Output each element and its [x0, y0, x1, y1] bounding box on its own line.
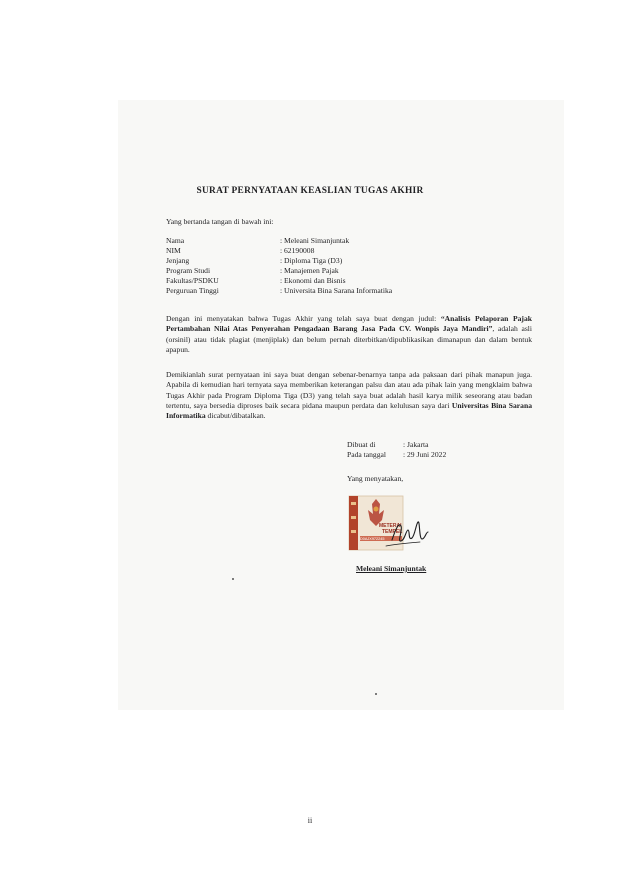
university-name: Universitas Bina Sarana Informatika [166, 400, 532, 421]
signer-name: Meleani Simanjuntak [356, 564, 427, 573]
date-row [347, 450, 446, 460]
identity-value: : Ekonomi dan Bisnis [280, 276, 346, 286]
identity-row-nim [166, 246, 392, 256]
stamp-label: TEMPEL [382, 529, 403, 535]
stamp-and-signature [346, 494, 436, 552]
identity-table [166, 236, 392, 297]
identity-value: : Diploma Tiga (D3) [280, 256, 343, 266]
identity-label: Nama [166, 236, 185, 245]
identity-label: Fakultas/PSDKU [166, 276, 219, 286]
identity-label: Jenjang [166, 256, 190, 266]
paragraph-text: , adalah asli (orsinil) atau tidak plagiat (menjiplak) dan belum pernah diterbitkan/dipublikasikan dimanapun dan dalam bentuk apapun. [166, 324, 532, 354]
identity-row-level [166, 256, 392, 266]
thesis-title: “Analisis Pelaporan Pajak Pertambahan Nilai Atas Penyerahan Pengadaan Barang Jasa Pada CV. Wonpis Jaya Mandiri” [166, 314, 532, 334]
paragraph-text: Demikianlah surat pernyataan ini saya buat dengan sebenar-benarnya tanpa ada paksaan dari pihak manapun juga. Apabila di kemudian hari ternyata saya memberikan keterangan palsu dan atau ada pihak lain yang mengklaim bahwa Tugas Akhir pada Program Diploma Tiga (D3) yang telah saya buat adalah hasil karya milik seseorang atau badan tertentu, saya bersedia diproses baik secara pidana maupun perdata dan kelulusan saya dari [166, 370, 532, 410]
page-number: ii [307, 816, 313, 825]
document-title: SURAT PERNYATAAN KEASLIAN TUGAS AKHIR [196, 186, 424, 196]
paragraph-text: Dengan ini menyatakan bahwa Tugas Akhir yang telah saya buat dengan judul: [166, 314, 441, 323]
identity-row-name [166, 236, 392, 246]
place-label: Dibuat di [347, 440, 376, 449]
identity-row-faculty [166, 276, 392, 286]
place-date-block [347, 440, 446, 461]
identity-value: : 62190008 [280, 246, 315, 256]
identity-value: : Universita Bina Sarana Informatika [280, 286, 393, 296]
declaration-paragraph [166, 370, 532, 421]
revenue-stamp-icon [346, 494, 436, 552]
stamp-label: METERAI [379, 523, 402, 529]
date-value: : 29 Juni 2022 [403, 450, 447, 460]
intro-text: Yang bertanda tangan di bawah ini: [166, 217, 274, 226]
statement-paragraph [166, 314, 532, 355]
stamp-serial: D0AJX972245 [360, 537, 385, 541]
identity-label: Perguruan Tinggi [166, 286, 219, 296]
identity-value: : Meleani Simanjuntak [280, 236, 350, 245]
closing-text: Yang menyatakan, [347, 474, 404, 483]
identity-value: : Manajemen Pajak [280, 266, 339, 276]
identity-label: NIM [166, 246, 181, 256]
date-label: Pada tanggal [347, 450, 387, 460]
identity-label: Program Studi [166, 266, 211, 276]
identity-row-university [166, 286, 392, 296]
identity-row-program [166, 266, 392, 276]
scan-speck [375, 693, 377, 695]
paragraph-text: dicabut/dibatalkan. [205, 411, 266, 421]
place-value: : Jakarta [403, 440, 429, 449]
place-row [347, 440, 446, 450]
scan-speck [232, 578, 234, 580]
